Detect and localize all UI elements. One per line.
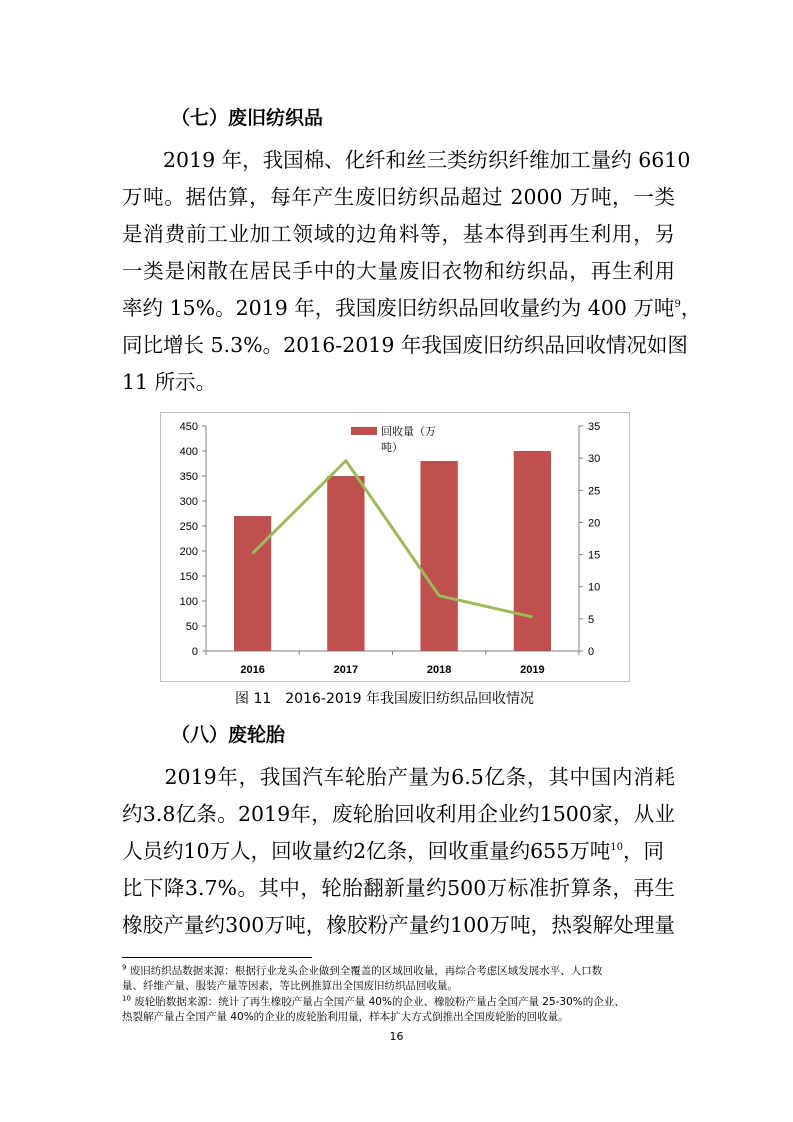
bar-2017 [327, 476, 364, 651]
footnote-divider [122, 957, 312, 958]
footnote-10 [122, 996, 625, 1009]
chart-legend [351, 424, 436, 454]
footnote-mark: 10 [122, 994, 131, 1003]
bar-2016 [234, 516, 271, 651]
footnote-10-cont: 热裂解产量占全国产量 40%的企业的废轮胎利用量，样本扩大方式倒推出全国废轮胎的回收量。 [122, 1011, 569, 1023]
y-tick-label-right: 35 [588, 421, 601, 433]
paragraph-line-text: 率约 15%。2019 年，我国废旧纺织品回收量约为 400 万吨 [122, 296, 675, 320]
line-point-2018 [439, 595, 440, 596]
y-tick-label-right: 15 [588, 549, 601, 562]
y-tick-label-left: 50 [185, 621, 198, 633]
legend-swatch [351, 427, 377, 435]
x-tick-label: 2017 [333, 664, 359, 676]
chart-line [252, 460, 533, 617]
footnote-text: 废旧纺织品数据来源：根据行业龙头企业做到全覆盖的区域回收量，再综合考虑区域发展水平、人口数 [129, 965, 603, 977]
y-tick-label-left: 300 [179, 496, 198, 508]
paragraph-line-text: 人员约10万人，回收量约2亿条，回收重量约655万吨 [122, 839, 611, 863]
line-point-2016 [252, 553, 253, 554]
x-tick-label: 2019 [520, 664, 545, 676]
paragraph-line: 2019年，我国汽车轮胎产量为6.5亿条，其中国内消耗 [122, 765, 675, 789]
recycling-chart [160, 412, 630, 682]
y-tick-label-right: 20 [588, 517, 601, 530]
legend-label-line1: 回收量（万 [381, 425, 436, 438]
paragraph-line-text: ，同 [623, 839, 664, 863]
y-tick-label-left: 100 [179, 596, 198, 608]
y-tick-label-right: 25 [588, 485, 601, 498]
legend-label-line2: 吨） [381, 441, 403, 454]
x-tick-label: 2016 [240, 664, 265, 676]
chart-bars [234, 451, 551, 651]
y-tick-label-left: 400 [179, 446, 198, 458]
paragraph-line: 2019 年，我国棉、化纤和丝三类纺织纤维加工量约 6610 [122, 148, 691, 172]
paragraph-line: 比下降3.7%。其中，轮胎翻新量约500万标准折算条，再生 [122, 876, 675, 900]
y-tick-label-right: 5 [588, 613, 595, 626]
paragraph-line: 一类是闲散在居民手中的大量废旧衣物和纺织品，再生利用 [122, 259, 675, 283]
x-tick-label: 2018 [426, 664, 452, 676]
growth-line [253, 461, 533, 617]
paragraph-line: 率约 15%。2019 年，我国废旧纺织品回收量约为 400 万吨$^9$， [122, 296, 702, 320]
y-tick-label-right: 10 [588, 581, 601, 594]
y-tick-label-left: 250 [179, 521, 198, 533]
paragraph-line: 同比增长 5.3%。2016-2019 年我国废旧纺织品回收情况如图 [122, 333, 688, 357]
figure-caption: 图 11 2016-2019 年我国废旧纺织品回收情况 [235, 691, 535, 707]
paragraph-line: 橡胶产量约300万吨，橡胶粉产量约100万吨，热裂解处理量 [122, 913, 675, 937]
paragraph-line: 11 所示。 [122, 370, 217, 394]
page-number: 16 [389, 1030, 404, 1043]
line-point-2019 [532, 616, 533, 617]
chart-canvas [161, 413, 631, 683]
paragraph-line: 约3.8亿条。2019年，废轮胎回收利用企业约1500家，从业 [122, 802, 675, 826]
y-tick-label-left: 450 [179, 421, 198, 433]
footnote-ref: 9 [674, 299, 681, 311]
y-tick-label-left: 0 [191, 646, 198, 658]
footnote-9-cont: 量、纤维产量、服装产量等因素，等比例推算出全国废旧纺织品回收量。 [122, 980, 458, 992]
paragraph-line: 万吨。据估算，每年产生废旧纺织品超过 2000 万吨，一类 [122, 185, 675, 209]
y-tick-label-right: 0 [588, 646, 595, 658]
section-heading-tires: （八）废轮胎 [171, 724, 286, 746]
footnote-mark: 9 [122, 963, 127, 972]
y-tick-label-right: 30 [588, 453, 601, 466]
y-tick-label-left: 200 [179, 546, 198, 558]
footnote-ref: 10 [610, 842, 623, 854]
paragraph-line [122, 839, 675, 863]
paragraph-line: 是消费前工业加工领域的边角料等，基本得到再生利用，另 [122, 222, 675, 246]
y-tick-label-left: 150 [179, 571, 198, 583]
y-tick-label-left: 350 [179, 471, 198, 483]
bar-2019 [514, 451, 551, 651]
footnote-text: 废轮胎数据来源：统计了再生橡胶产量占全国产量 40%的企业、橡胶粉产量占全国产量 25-30%的企业、 [134, 996, 625, 1008]
footnote-9 [122, 965, 602, 978]
section-heading-textiles: （七）废旧纺织品 [171, 107, 324, 129]
line-point-2017 [345, 460, 346, 461]
bar-2018 [420, 461, 457, 651]
